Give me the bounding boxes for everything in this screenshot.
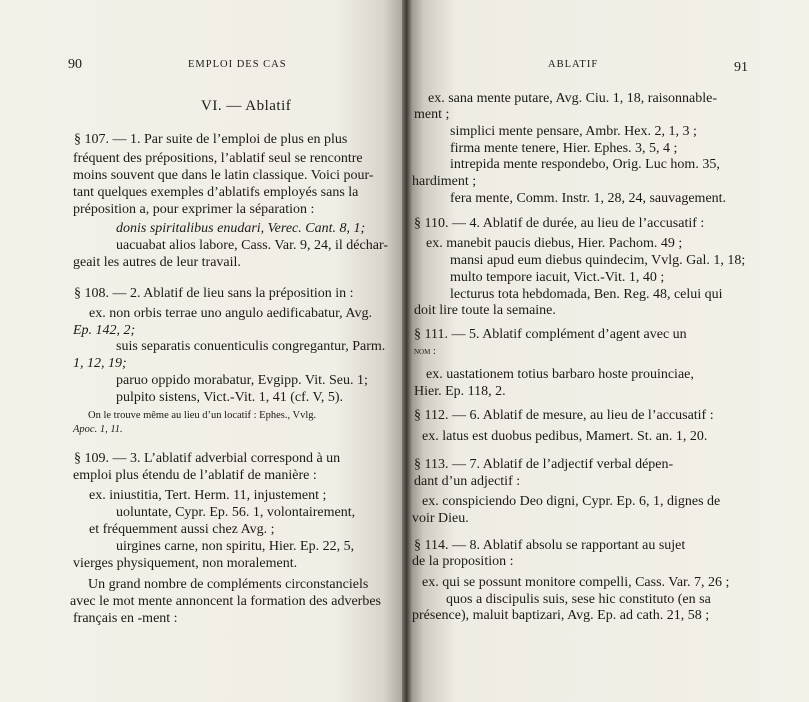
chapter-title: VI. — Ablatif: [201, 98, 292, 114]
example-line: paruo oppido morabatur, Evgipp. Vit. Seu. 1;: [116, 373, 368, 388]
example-line: ex. latus est duobus pedibus, Mamert. St. an. 1, 20.: [422, 429, 708, 444]
text-line: moins souvent que dans le latin classique. Voici pour-: [73, 168, 374, 183]
note-line: Apoc. 1, 11.: [73, 424, 123, 435]
example-line: 1, 12, 19;: [73, 356, 127, 371]
example-line: pulpito sistens, Vict.-Vit. 1, 41 (cf. V, 5).: [116, 390, 343, 405]
text-line: § 107. — 1. Par suite de l’emploi de plus en plus: [74, 132, 348, 147]
example-line: uacuabat alios labore, Cass. Var. 9, 24, il déchar-: [116, 238, 388, 253]
text-line: préposition a, pour exprimer la séparation :: [73, 202, 315, 217]
running-head: ABLATIF: [548, 59, 599, 70]
text-line: et fréquemment aussi chez Avg. ;: [89, 522, 275, 537]
example-line: ex. iniustitia, Tert. Herm. 11, injustement ;: [89, 488, 327, 503]
example-line: lecturus tota hebdomada, Ben. Reg. 48, celui qui: [450, 287, 723, 302]
book-gutter: [402, 0, 412, 702]
example-line: firma mente tenere, Hier. Ephes. 3, 5, 4 ;: [450, 141, 678, 156]
text-line: doit lire toute la semaine.: [414, 303, 556, 318]
text-line: de la proposition :: [412, 554, 514, 569]
page-number: 91: [734, 60, 748, 75]
example-line: multo tempore iacuit, Vict.-Vit. 1, 40 ;: [450, 270, 665, 285]
example-line: donis spiritalibus enudari, Verec. Cant. 8, 1;: [116, 221, 366, 236]
example-line: intrepida mente respondebo, Orig. Luc hom. 35,: [450, 157, 720, 172]
example-line: ex. qui se possunt monitore compelli, Cass. Var. 7, 26 ;: [422, 575, 730, 590]
text-line: vierges physiquement, non moralement.: [73, 556, 298, 571]
right-page: [408, 0, 809, 702]
example-line: ex. sana mente putare, Avg. Ciu. 1, 18, raisonnable-: [428, 91, 717, 106]
text-line: geait les autres de leur travail.: [73, 255, 241, 270]
text-line: § 112. — 6. Ablatif de mesure, au lieu de l’accusatif :: [414, 408, 714, 423]
example-line: mansi apud eum diebus quindecim, Vvlg. Gal. 1, 18;: [450, 253, 746, 268]
text-line: § 111. — 5. Ablatif complément d’agent avec un: [414, 327, 687, 342]
text-line: § 114. — 8. Ablatif absolu se rapportant au sujet: [414, 538, 686, 553]
example-line: Hier. Ep. 118, 2.: [414, 384, 506, 399]
example-line: ex. conspiciendo Deo digni, Cypr. Ep. 6, 1, dignes de: [422, 494, 721, 509]
text-line: dant d’un adjectif :: [414, 474, 521, 489]
example-line: simplici mente pensare, Ambr. Hex. 2, 1, 3 ;: [450, 124, 697, 139]
text-line: français en -ment :: [73, 611, 178, 626]
text-line: hardiment ;: [412, 174, 477, 189]
text-line: emploi plus étendu de l’ablatif de manière :: [73, 468, 317, 483]
example-line: fera mente, Comm. Instr. 1, 28, 24, sauvagement.: [450, 191, 727, 206]
text-line: tant quelques exemples d’ablatifs employés sans la: [73, 185, 359, 200]
text-line: § 109. — 3. L’ablatif adverbial correspond à un: [74, 451, 341, 466]
example-line: Ep. 142, 2;: [73, 323, 136, 338]
text-line: nom :: [414, 346, 436, 357]
example-line: uirgines carne, non spiritu, Hier. Ep. 22, 5,: [116, 539, 355, 554]
example-line: ex. uastationem totius barbaro hoste prouinciae,: [426, 367, 694, 382]
example-line: uoluntate, Cypr. Ep. 56. 1, volontairement,: [116, 505, 356, 520]
page-number: 90: [68, 57, 82, 72]
text-line: avec le mot mente annoncent la formation des adverbes: [70, 594, 381, 609]
example-line: suis separatis conuenticulis congregantur, Parm.: [116, 339, 386, 354]
text-line: voir Dieu.: [412, 511, 469, 526]
text-line: Un grand nombre de compléments circonstanciels: [88, 577, 369, 592]
text-line: présence), maluit baptizari, Avg. Ep. ad cath. 21, 58 ;: [412, 608, 710, 623]
example-line: quos a discipulis suis, sese hic constituto (en sa: [446, 592, 711, 607]
text-line: § 113. — 7. Ablatif de l’adjectif verbal dépen-: [414, 457, 674, 472]
note-line: On le trouve même au lieu d’un locatif : Ephes., Vvlg.: [88, 410, 317, 421]
text-line: fréquent des prépositions, l’ablatif seul se rencontre: [73, 151, 363, 166]
text-line: § 110. — 4. Ablatif de durée, au lieu de l’accusatif :: [414, 216, 705, 231]
example-line: ex. non orbis terrae uno angulo aedificabatur, Avg.: [89, 306, 372, 321]
text-line: § 108. — 2. Ablatif de lieu sans la préposition in :: [74, 286, 354, 301]
running-head: EMPLOI DES CAS: [188, 59, 287, 70]
example-line: ex. manebit paucis diebus, Hier. Pachom. 49 ;: [426, 236, 683, 251]
text-line: ment ;: [414, 107, 450, 122]
